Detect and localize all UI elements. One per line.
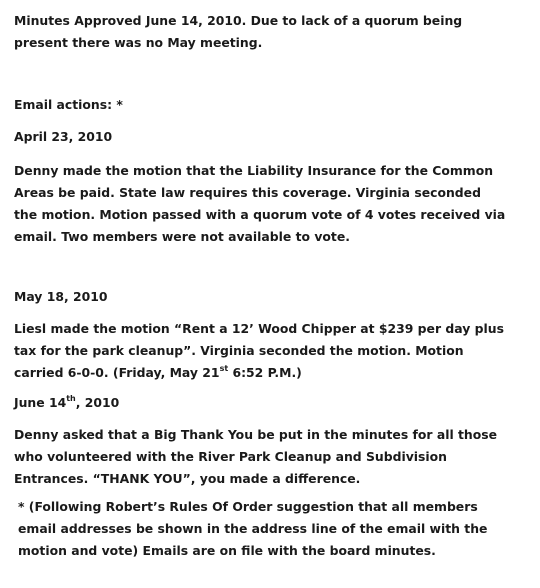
june-date-year: , 2010 — [75, 395, 120, 410]
minutes-line-1: Minutes Approved June 14, 2010. Due to lack of a quorum being — [14, 13, 463, 28]
june-thank-you-paragraph — [14, 424, 497, 490]
footnote-line-3: motion and vote) Emails are on file with the board minutes. — [18, 543, 436, 558]
april-date: April 23, 2010 — [14, 129, 113, 144]
email-actions-heading: Email actions: * — [14, 97, 123, 112]
june-date — [14, 392, 119, 414]
june-date-ordinal: th — [66, 393, 76, 403]
footnote-line-1: * (Following Robert’s Rules Of Order suggestion that all members — [18, 499, 478, 514]
minutes-approved-paragraph — [14, 10, 462, 54]
april-line-3: the motion. Motion passed with a quorum vote of 4 votes received via — [14, 207, 506, 222]
april-line-2: Areas be paid. State law requires this coverage. Virginia seconded — [14, 185, 481, 200]
april-motion-paragraph — [14, 160, 505, 248]
april-line-4: email. Two members were not available to vote. — [14, 229, 350, 244]
footnote-paragraph — [18, 496, 487, 562]
footnote-line-2: email addresses be shown in the address line of the email with the — [18, 521, 488, 536]
may-line-3-ordinal: st — [219, 363, 229, 373]
june-line-3: Entrances. “THANK YOU”, you made a difference. — [14, 471, 361, 486]
april-line-1: Denny made the motion that the Liability Insurance for the Common — [14, 163, 494, 178]
may-date: May 18, 2010 — [14, 289, 108, 304]
may-line-3-time: 6:52 P.M.) — [228, 365, 302, 380]
may-motion-paragraph — [14, 318, 504, 384]
may-line-2: tax for the park cleanup”. Virginia seconded the motion. Motion — [14, 343, 464, 358]
june-line-2: who volunteered with the River Park Cleanup and Subdivision — [14, 449, 447, 464]
june-line-1: Denny asked that a Big Thank You be put in the minutes for all those — [14, 427, 498, 442]
may-line-3-text: carried 6-0-0. (Friday, May 21 — [14, 365, 220, 380]
june-date-text: June 14 — [14, 395, 67, 410]
minutes-line-2: present there was no May meeting. — [14, 35, 263, 50]
may-line-3 — [14, 362, 504, 384]
may-line-1: Liesl made the motion “Rent a 12’ Wood Chipper at $239 per day plus — [14, 321, 504, 336]
